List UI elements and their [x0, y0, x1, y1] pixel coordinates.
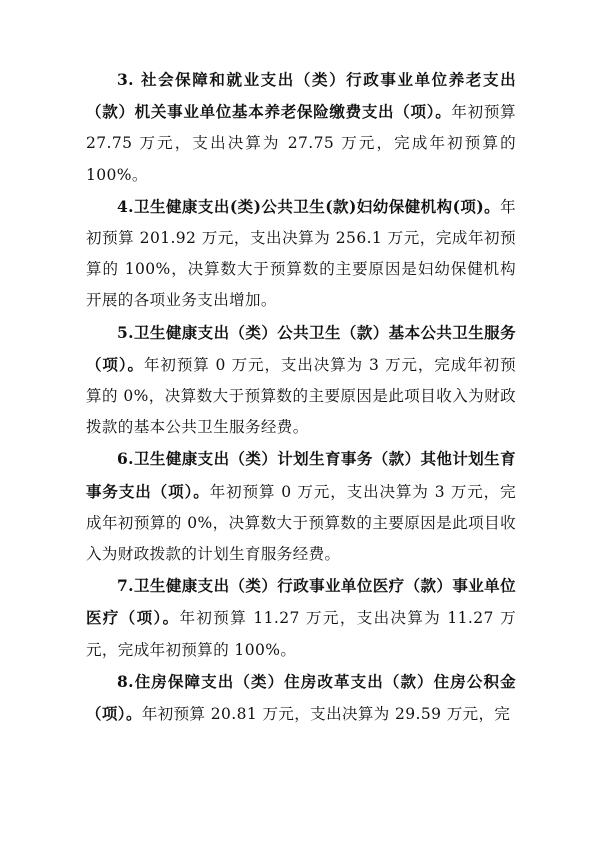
paragraph-item-7 — [86, 570, 516, 666]
item-text: 年初预算 20.81 万元，支出决算为 29.59 万元，完 — [141, 705, 511, 724]
item-text: 年初预算 0 万元，支出决算为 3 万元，完成年初预算的 0%，决算数大于预算数的主要原因是此项目收入为财政拨款的计划生育服务经费。 — [86, 482, 517, 564]
item-text: 年初预算 11.27 万元，支出决算为 11.27 万元，完成年初预算的 100%。 — [86, 609, 516, 659]
item-text: 年初预算 27.75 万元，支出决算为 27.75 万元，完成年初预算的 100%。 — [86, 103, 516, 184]
item-heading: 8.住房保障支出（类）住房改革支出（款）住房公积金（项）。 — [86, 671, 516, 724]
item-heading: 5.卫生健康支出（类）公共卫生（款）基本公共卫生服务（项）。 — [86, 322, 516, 374]
item-heading: 7.卫生健康支出（类）行政事业单位医疗（款）事业单位医疗（项）。 — [86, 576, 516, 628]
paragraph-item-3 — [86, 64, 516, 191]
paragraph-item-5 — [86, 317, 516, 444]
paragraph-item-6 — [86, 443, 516, 570]
item-text: 年初预算 0 万元，支出决算为 3 万元，完成年初预算的 0%，决算数大于预算数的主要原因是此项目收入为财政拨款的基本公共卫生服务经费。 — [86, 355, 516, 437]
item-heading: 6.卫生健康支出（类）计划生育事务（款）其他计划生育事务支出（项）。 — [86, 449, 516, 501]
document-page — [86, 64, 516, 730]
item-text: 年初预算 201.92 万元，支出决算为 256.1 万元，完成年初预算的 100%，决算数大于预算数的主要原因是妇幼保健机构开展的各项业务支出增加。 — [86, 197, 516, 310]
paragraph-item-4 — [86, 191, 516, 317]
paragraph-item-8 — [86, 666, 516, 730]
item-heading: 3. 社会保障和就业支出（类）行政事业单位养老支出（款）机关事业单位基本养老保险缴费支出（项）。 — [86, 70, 516, 122]
item-heading: 4.卫生健康支出(类)公共卫生(款)妇幼保健机构(项)。 — [117, 196, 501, 216]
